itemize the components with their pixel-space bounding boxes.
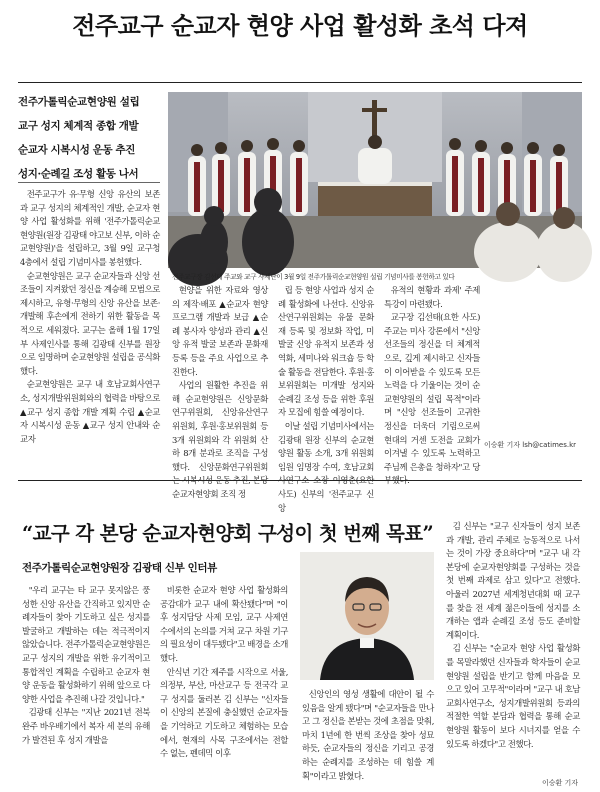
article2-byline: 이승환 기자 <box>542 779 579 787</box>
photo-caption: 전주교구장 김선태 주교와 교구 사제단이 3월 9일 전주가톨릭순교현양원 설립 기념미사를 봉헌하고 있다 <box>172 273 455 281</box>
article1-subheads <box>18 94 160 190</box>
paragraph: 이날 설립 기념미사에서는 김광태 원장 신부의 순교현양원 활동 소개, 3개 위원회 임원 임명장 수여, 호남교회사연구소 소장 이영춘(요한 사도) 신부의 '전주교구 신앙 <box>278 420 374 513</box>
article1-headline: 전주교구 순교자 현양 사업 활성화 초석 다져 <box>72 12 528 40</box>
article1-byline: 이승환 기자 lsh@catimes.kr <box>484 441 577 449</box>
subhead-2: 교구 성지 체계적 종합 개발 <box>18 120 139 132</box>
subhead-3: 순교자 시복시성 운동 추진 <box>18 144 135 156</box>
paragraph: 김광태 신부는 "지난 2021년 전북 완주 바우배기에서 복자 세 분의 유해가 발견된 후 성지 개발을 <box>22 707 150 745</box>
portrait-photo <box>300 552 434 680</box>
article2-subhead: 전주가톨릭순교현양원장 김광태 신부 인터뷰 <box>22 562 217 574</box>
article2-column-3 <box>302 688 434 784</box>
headline-rule <box>18 82 582 83</box>
subhead-4: 성지·순례길 조성 활동 나서 <box>18 168 139 180</box>
article2-column-2 <box>160 584 288 780</box>
paragraph: 유적의 현황과 과제' 주제 특강이 마련됐다. <box>384 285 480 309</box>
paragraph: 사업의 원활한 추진을 위해 순교현양원은 신앙문화연구위원회, 신앙유산연구위원회, 후원·홍보위원회 등 3개 위원회와 각 위원회 산하 8개 분과로 조직을 구성했다. 신앙문화연구위원회는 시복시성 운동 추진, 본당 순교자현양회 조직 정 <box>172 380 268 499</box>
paragraph: "우리 교구는 타 교구 못지않은 풍성한 신앙 유산을 간직하고 있지만 순례자들이 찾아 기도하고 싶은 성지를 발굴하고 개발하는 데는 적극적이지 않았습니다. 전주가톨릭순교현양원은 교구 성지의 개발을 위한 유기적이고 통합적인 계획을 수립하고 순교자 현양 운동을 활성화하기 위해 앞으로 다양한 사업을 추진해 나갈 것입니다." <box>22 585 150 704</box>
paragraph: 교구장 김선태(요한 사도) 주교는 미사 강론에서 "신앙 선조들의 정신을 더 체계적으로, 깊게 제시하고 신자들이 이어받을 수 있도록 모든 노력을 다 기울이는 것이 순교현양원의 설립 목적"이라며 "신앙 선조들이 고귀한 정신을 더욱더 기림으로써 현대의 거센 도전을 교회가 이겨낼 수 있도록 노력하고 주님께 은총을 청하자"고 당부했다. <box>384 312 480 486</box>
article1-column-4 <box>384 284 480 486</box>
article2-column-1 <box>22 584 150 780</box>
mass-photo <box>168 92 582 268</box>
subhead-1: 전주가톨릭순교현양원 설립 <box>18 96 140 108</box>
article1-column-3 <box>278 284 374 513</box>
paragraph: 신앙인의 영성 생활에 대안이 될 수 있음을 알게 됐다"며 "순교자들을 만나고 그 정신을 본받는 것에 초점을 맞춰, 마치 1년에 한 번씩 조상을 찾아 성묘하듯, 순교자들의 정신을 기리고 공경하는 순례지를 조성하는 데 힘쓸 계획"이라고 밝혔다. <box>302 689 434 781</box>
paragraph: 김 신부는 "교구 신자들이 성지 보존과 개발, 관리 주체로 능동적으로 나서는 것이 가장 중요하다"며 "교구 내 각 본당에 순교자현양회를 구성하는 것을 첫 번째 과제로 삼고 있다"고 전했다. 아울러 2027년 세계청년대회 때 교구를 찾을 전 세계 젊은이들에 성지를 소개하는 앱과 순례길 조성 등도 준비할 계획이다. <box>446 521 580 640</box>
article1-column-1 <box>20 188 160 446</box>
paragraph: 순교현양원은 교구 내 호남교회사연구소, 성지개발위원회와의 협력을 바탕으로 ▲교구 성지 종합 개발 계획 수립 ▲순교자 시복시성 운동 ▲교구 성지 안내와 순교자 <box>20 379 160 444</box>
paragraph: 순교현양원은 교구 순교자들과 신앙 선조들이 지켜왔던 정신을 계승해 모범으로 제시하고, 유형·무형의 신앙 유산을 보존·개발해 후손에게 전하기 위한 활동을 목적으로 세워졌다. 교구는 올해 1월 17일 부 사제인사를 통해 김광태 신부를 원장으로 임명하며 순교현양원 설립을 공식화했다. <box>20 270 160 376</box>
portrait-illustration <box>300 552 434 680</box>
article-divider <box>18 480 582 481</box>
paragraph: 전주교구가 유·무형 신앙 유산의 보존과 교구 성지의 체계적인 개발, 순교자 현양 사업 활성화를 위해 '전주가톨릭순교현양원(원장 김광태 야고보 신부, 이하 순교현양원)'을 설립하고, 3월 9일 교구청 4층에서 설립 기념미사를 봉헌했다. <box>20 189 160 267</box>
paragraph: 립 등 현양 사업과 성지 순례 활성화에 나선다. 신앙유산연구위원회는 유물 문화재 등록 및 정보화 작업, 미발굴 신앙 유적지 보존과 성역화, 세미나와 워크숍 등 학술 활동을 전담한다. 후원·홍보위원회는 미개발 성지와 순례길 조성 등을 위한 후원자 모집에 힘쓸 예정이다. <box>278 285 374 418</box>
paragraph: 안식년 기간 제주를 시작으로 서울, 의정부, 부산, 마산교구 등 전국각 교구 성지를 둘러본 김 신부는 "신자들이 신앙의 본질에 충실했던 순교자들을 기억하고 기도하고 체험하는 모습에서, 현재의 사목 구조에서는 전할 수 없는, 펜데믹 이후 <box>160 666 288 759</box>
paragraph: 현양을 위한 자료와 영상의 제작·배포 ▲순교자 현양 프로그램 개발과 보급 ▲순례 봉사자 양성과 관리 ▲신앙 유적 발굴 보존과 문화재 등록 등을 주요 사업으로 추진한다. <box>172 285 268 377</box>
paragraph: 비롯한 순교자 현양 사업 활성화의 공감대가 교구 내에 확산됐다"며 "이후 성지담당 사제 모임, 교구 사제연수에서의 논의를 거쳐 교구 차원 기구의 필요성이 대두됐다"고 배경을 소개했다. <box>160 585 288 663</box>
mass-photo-illustration <box>168 92 582 268</box>
article2-column-4 <box>446 520 580 776</box>
article1-column-2 <box>172 284 268 499</box>
subhead-rule <box>18 182 160 183</box>
article2-headline: “교구 각 본당 순교자현양회 구성이 첫 번째 목표” <box>22 522 434 545</box>
paragraph: 김 신부는 "순교자 현양 사업 활성화를 목말라했던 신자들과 학자들이 순교현양원 설립을 반기고 함께 마음을 모으고 있어 고무적"이라며 "교구 내 호남교회사연구소, 성지개발위원회 등과의 적절한 역할 분담과 협력을 통해 순교현양원 활동이 보다 시너지를 얻을 수 있도록 하겠다"고 전했다. <box>446 643 580 749</box>
